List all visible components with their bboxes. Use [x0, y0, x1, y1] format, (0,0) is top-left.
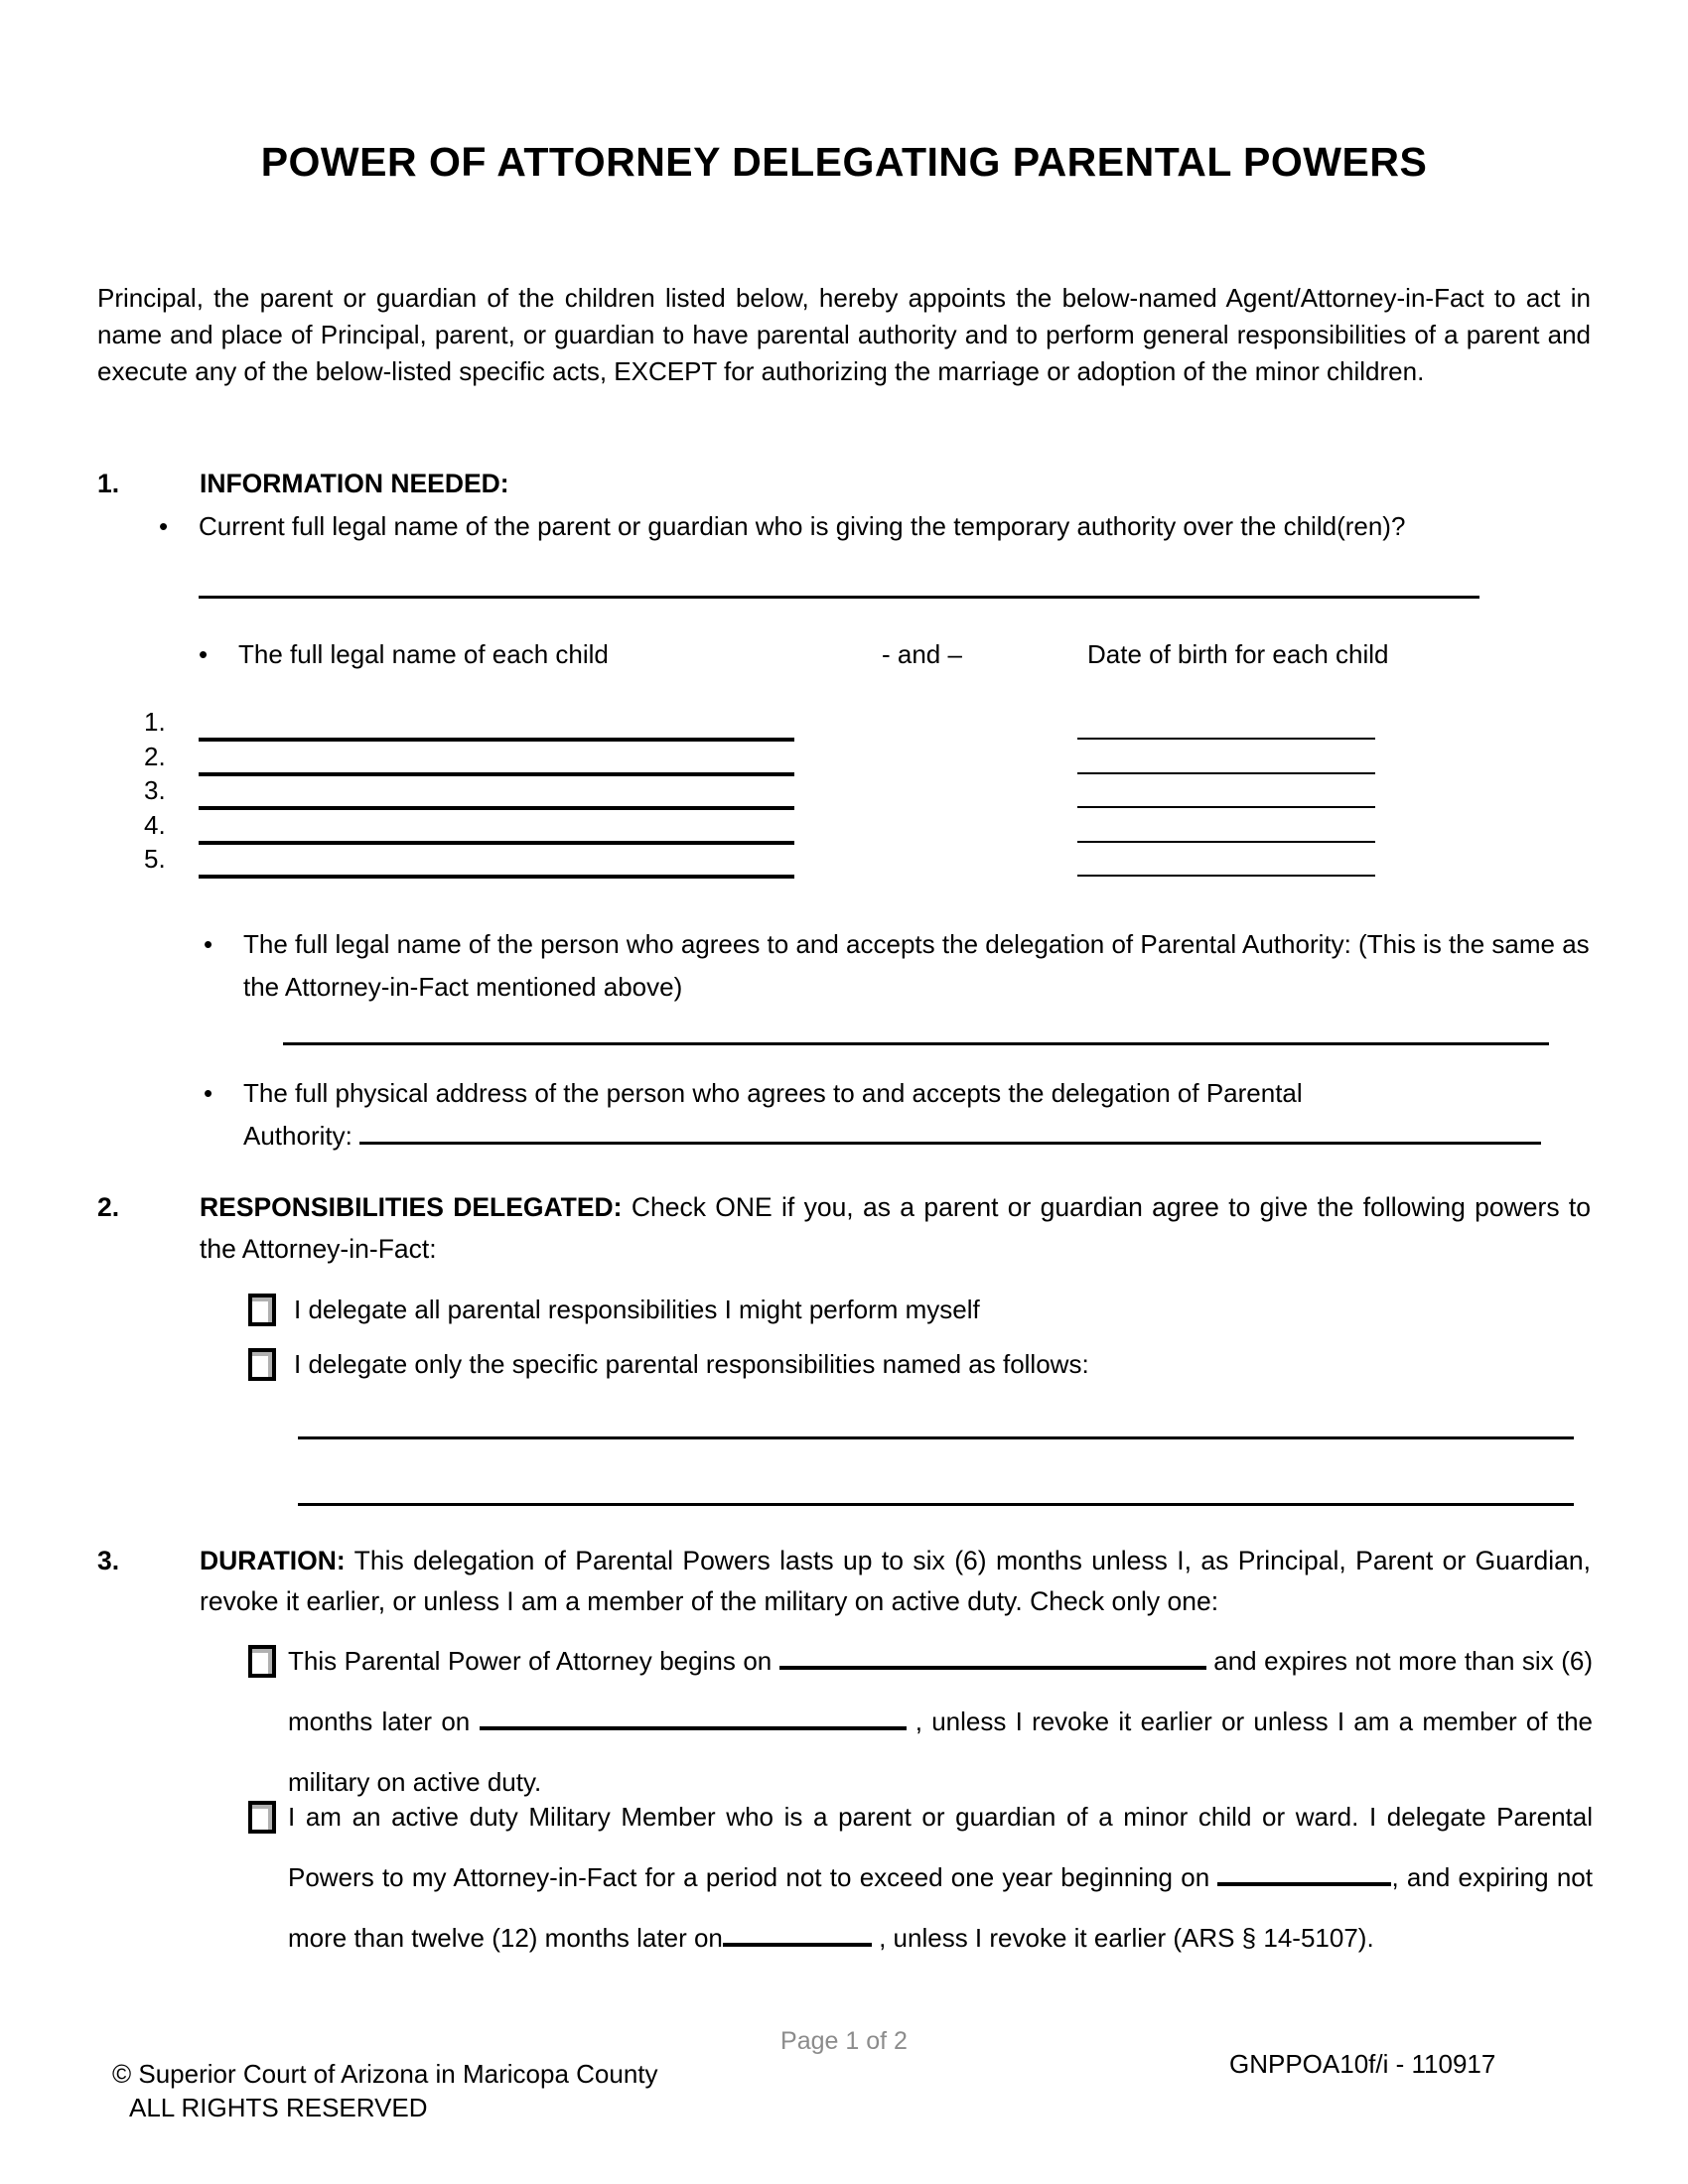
child-row	[0, 844, 1688, 878]
child-row-number: 3.	[144, 775, 166, 805]
specific-responsibilities-input-line-1[interactable]	[298, 1436, 1574, 1439]
bullet-icon: •	[159, 511, 169, 541]
agent-address-bullet-text	[243, 1072, 1594, 1158]
copyright-line-2: ALL RIGHTS RESERVED	[129, 2093, 428, 2122]
child-row-number: 1.	[144, 707, 166, 737]
section-1-number: 1.	[97, 469, 120, 498]
section-2-title: RESPONSIBILITIES DELEGATED:	[200, 1192, 623, 1222]
section-2-heading-row	[97, 1186, 1591, 1270]
child-row	[0, 775, 1688, 809]
child-row	[0, 742, 1688, 775]
section-1-title: INFORMATION NEEDED:	[200, 469, 509, 498]
six-months-text-3: , unless I revoke it earlier or unless I am a member of the military on active duty.	[288, 1706, 1593, 1797]
document-title: POWER OF ATTORNEY DELEGATING PARENTAL POWERS	[260, 139, 1428, 185]
delegate-specific-checkbox[interactable]	[248, 1348, 276, 1381]
delegate-all-label: I delegate all parental responsibilities I might perform myself	[294, 1295, 980, 1324]
copyright-line-1: © Superior Court of Arizona in Maricopa County	[112, 2059, 658, 2089]
section-3-title: DURATION:	[200, 1546, 346, 1575]
child-dob-input-line[interactable]	[1077, 707, 1375, 740]
child-row	[0, 810, 1688, 844]
six-months-end-date-input-line[interactable]	[480, 1703, 907, 1730]
bullet-icon: •	[204, 1078, 213, 1108]
agent-address-label: Authority:	[243, 1121, 352, 1151]
section-1-heading-row	[97, 469, 1591, 499]
child-row	[0, 707, 1688, 741]
child-dob-input-line[interactable]	[1077, 810, 1375, 843]
child-name-input-line[interactable]	[199, 775, 794, 810]
intro-paragraph: Principal, the parent or guardian of the children listed below, hereby appoints the below-named Agent/Attorney-in-Fact to act in name and place of Principal, parent, or guardian to have parental authority and to perform general responsibilities of a parent and execute any of the below-listed specific acts, EXCEPT for authorizing the marriage or adoption of the minor children.	[97, 283, 1591, 386]
agent-name-bullet	[204, 923, 1594, 1009]
child-row-number: 5.	[144, 844, 166, 874]
delegate-all-checkbox[interactable]	[248, 1294, 276, 1326]
six-months-text-1: This Parental Power of Attorney begins on	[288, 1646, 773, 1676]
section-2-body	[200, 1186, 1591, 1270]
agent-name-input-line[interactable]	[283, 1042, 1549, 1045]
six-months-option-text	[288, 1631, 1593, 1813]
parent-name-bullet	[159, 511, 1569, 542]
military-text-2: , and expiring not more than twelve (12) months later on	[288, 1862, 1593, 1953]
child-row-number: 2.	[144, 742, 166, 771]
section-2-instructions: Check ONE if you, as a parent or guardian agree to give the following powers to the Attorney-in-Fact:	[200, 1192, 1591, 1264]
bullet-icon: •	[199, 639, 209, 669]
section-3-heading-row	[97, 1541, 1591, 1622]
military-checkbox[interactable]	[248, 1801, 276, 1834]
agent-address-input-line[interactable]	[359, 1118, 1541, 1145]
military-begin-date-input-line[interactable]	[1217, 1858, 1391, 1886]
specific-responsibilities-input-line-2[interactable]	[298, 1503, 1574, 1506]
military-text-3: , unless I revoke it earlier (ARS § 14-5107).	[879, 1923, 1374, 1953]
parent-name-input-line[interactable]	[199, 596, 1479, 599]
bullet-icon: •	[204, 929, 213, 959]
child-dob-input-line[interactable]	[1077, 844, 1375, 877]
child-name-column-label: The full legal name of each child	[238, 639, 609, 669]
child-name-input-line[interactable]	[199, 707, 794, 742]
section-3-number: 3.	[97, 1546, 120, 1575]
parent-name-bullet-text: Current full legal name of the parent or guardian who is giving the temporary authority over the child(ren)?	[199, 511, 1406, 541]
military-option-text	[288, 1787, 1593, 1969]
six-months-checkbox[interactable]	[248, 1645, 276, 1678]
military-text-1: I am an active duty Military Member who is a parent or guardian of a minor child or ward. I delegate Parental Powers to my Attorney-in-Fact for a period not to exceed one year beginning on	[288, 1802, 1593, 1892]
delegate-specific-label: I delegate only the specific parental responsibilities named as follows:	[294, 1349, 1089, 1379]
six-months-text-2: and expires not more than six (6) months later on	[288, 1646, 1593, 1736]
child-row-number: 4.	[144, 810, 166, 840]
child-dob-column-label: Date of birth for each child	[1087, 639, 1389, 669]
form-code: GNPPOA10f/i - 110917	[1229, 2049, 1496, 2079]
agent-name-bullet-text: The full legal name of the person who agrees to and accepts the delegation of Parental Authority: (This is the same as the Attorney-in-Fact mentioned above)	[243, 929, 1590, 1002]
duration-military-option	[248, 1787, 1599, 1969]
children-header-separator: - and –	[882, 639, 962, 669]
delegate-all-option	[248, 1294, 980, 1326]
military-end-date-input-line[interactable]	[723, 1919, 872, 1947]
section-3-instructions: This delegation of Parental Powers lasts up to six (6) months unless I, as Principal, Parent or Guardian, revoke it earlier, or unless I am a member of the military on active duty. Check only one:	[200, 1546, 1591, 1616]
agent-address-bullet	[204, 1072, 1594, 1158]
child-name-input-line[interactable]	[199, 844, 794, 879]
page-number: Page 1 of 2	[780, 2027, 908, 2055]
child-dob-input-line[interactable]	[1077, 742, 1375, 774]
child-name-input-line[interactable]	[199, 810, 794, 845]
children-header-row	[199, 639, 1539, 675]
delegate-specific-option	[248, 1348, 1089, 1381]
child-dob-input-line[interactable]	[1077, 775, 1375, 808]
agent-address-line1: The full physical address of the person who agrees to and accepts the delegation of Parental	[243, 1078, 1303, 1108]
section-3-body	[200, 1541, 1591, 1622]
child-name-input-line[interactable]	[199, 742, 794, 776]
six-months-begin-date-input-line[interactable]	[779, 1642, 1206, 1670]
duration-six-months-option	[248, 1631, 1599, 1813]
section-2-number: 2.	[97, 1192, 120, 1222]
